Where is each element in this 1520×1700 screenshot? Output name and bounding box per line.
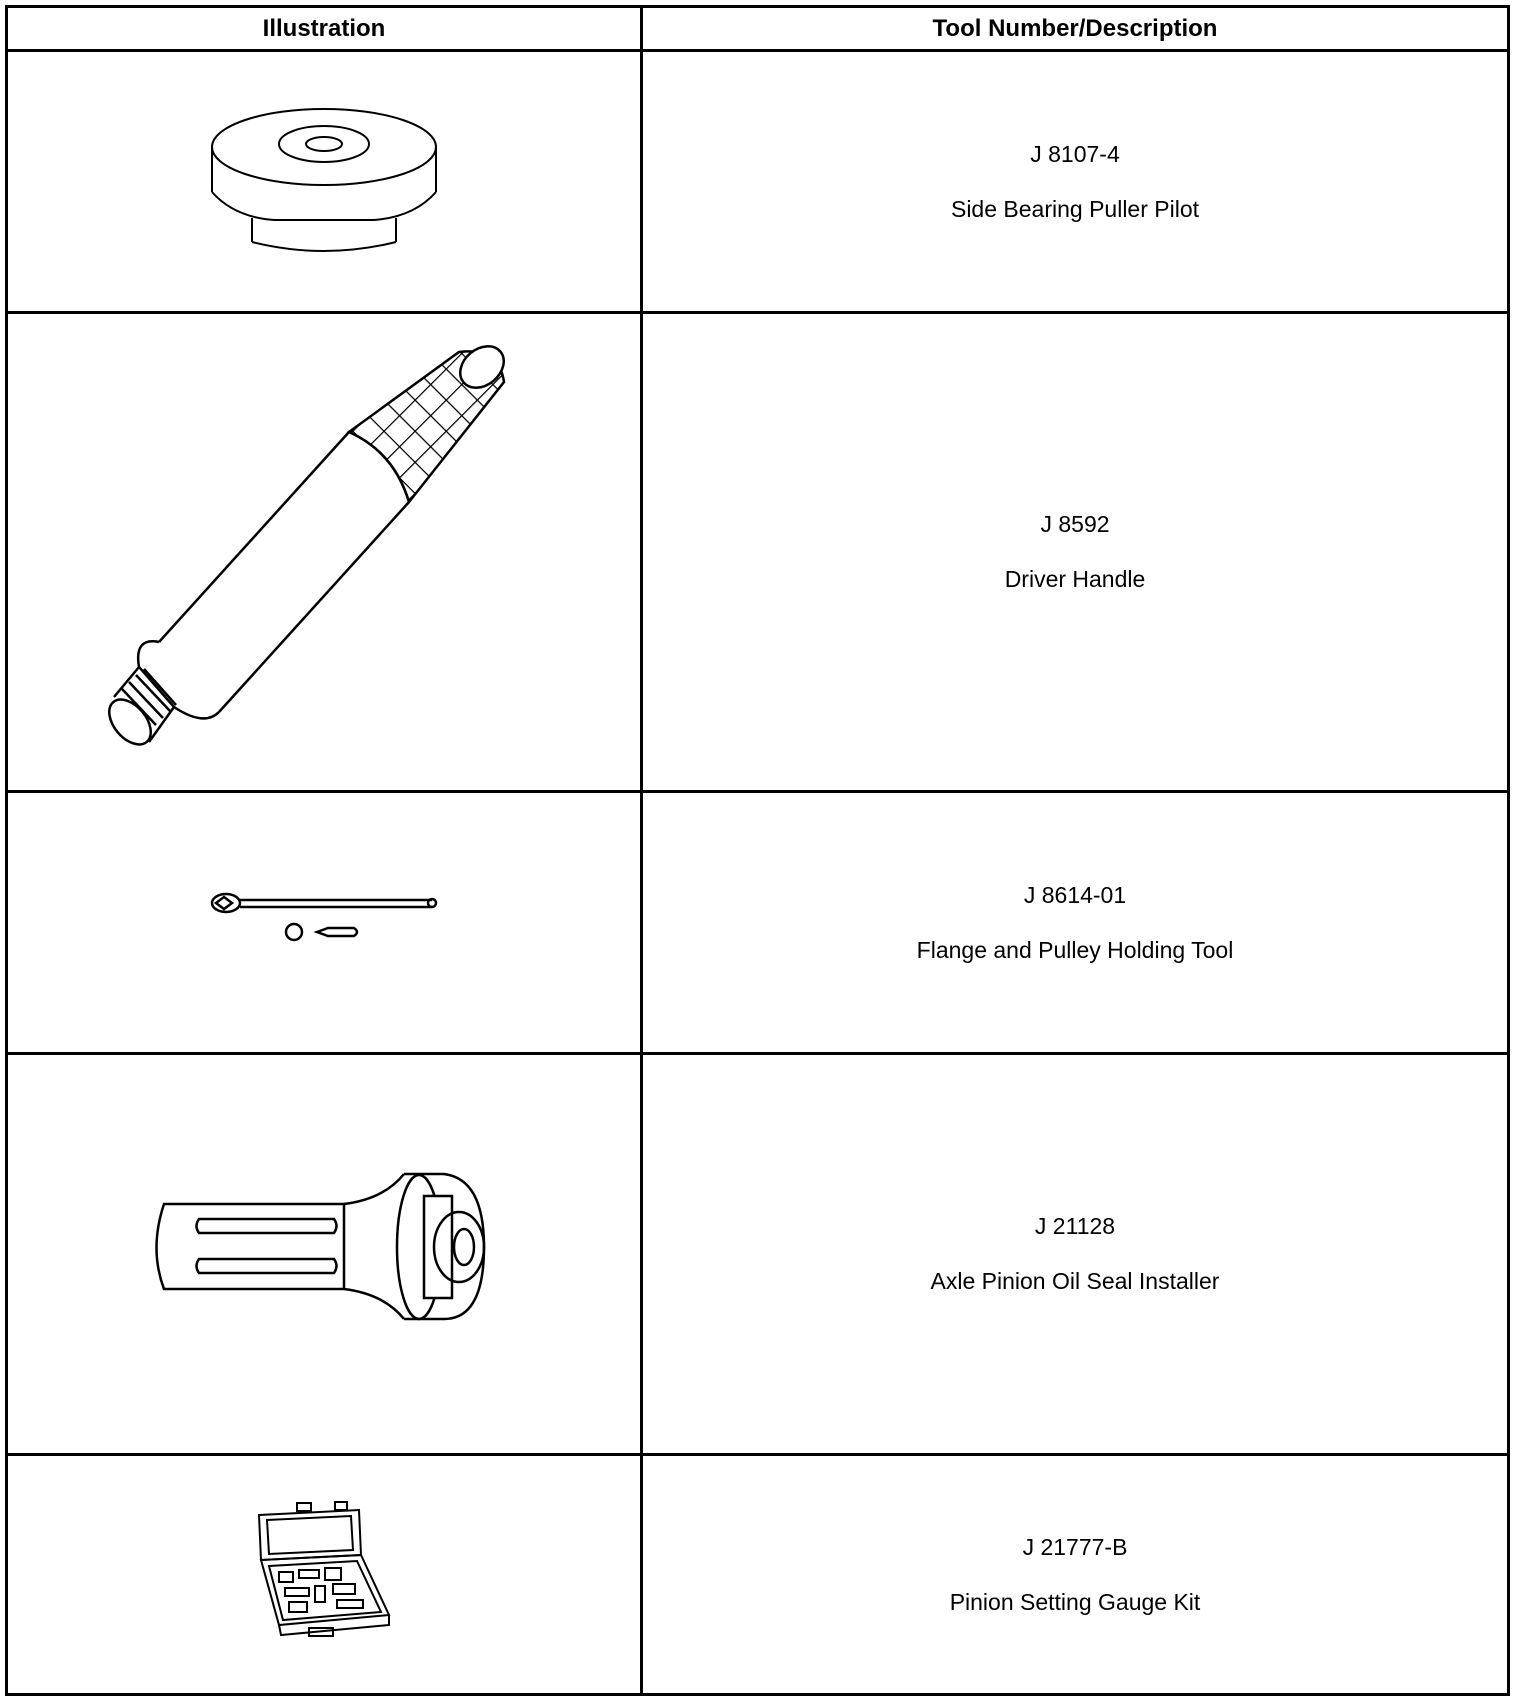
table-row [7, 51, 1509, 313]
illustration-cell [7, 51, 642, 313]
tool-number: J 8592 [1040, 511, 1110, 537]
tool-table [5, 5, 1510, 1696]
driver-handle-icon [104, 337, 544, 767]
holding-tool-icon [204, 883, 444, 963]
illustration-cell [7, 792, 642, 1054]
description-cell [642, 792, 1509, 1054]
illustration-cell [7, 1455, 642, 1695]
description-cell [642, 1054, 1509, 1455]
illustration-cell [7, 313, 642, 792]
description-cell [642, 1455, 1509, 1695]
description-cell [642, 313, 1509, 792]
tool-number: J 8614-01 [1023, 881, 1127, 908]
table-row [7, 313, 1509, 792]
illustration-cell [7, 1054, 642, 1455]
tool-number: J 21777-B [1022, 1533, 1128, 1560]
puller-pilot-icon [204, 102, 444, 262]
tool-description: Pinion Setting Gauge Kit [949, 1588, 1201, 1615]
header-tool-number-description: Tool Number/Description [642, 7, 1509, 51]
table-header-row [7, 7, 1509, 51]
table-row [7, 1054, 1509, 1455]
table-row [7, 792, 1509, 1054]
table-row [7, 1455, 1509, 1695]
tool-description: Driver Handle [1004, 566, 1146, 592]
tool-number: J 8107-4 [1030, 140, 1120, 167]
gauge-kit-case-icon [249, 1500, 399, 1650]
tool-description: Side Bearing Puller Pilot [950, 195, 1200, 222]
seal-installer-icon [144, 1169, 504, 1339]
tool-description: Axle Pinion Oil Seal Installer [930, 1268, 1220, 1294]
header-illustration: Illustration [7, 7, 642, 51]
tool-description: Flange and Pulley Holding Tool [916, 936, 1234, 963]
description-cell [642, 51, 1509, 313]
tool-number: J 21128 [1034, 1213, 1116, 1239]
